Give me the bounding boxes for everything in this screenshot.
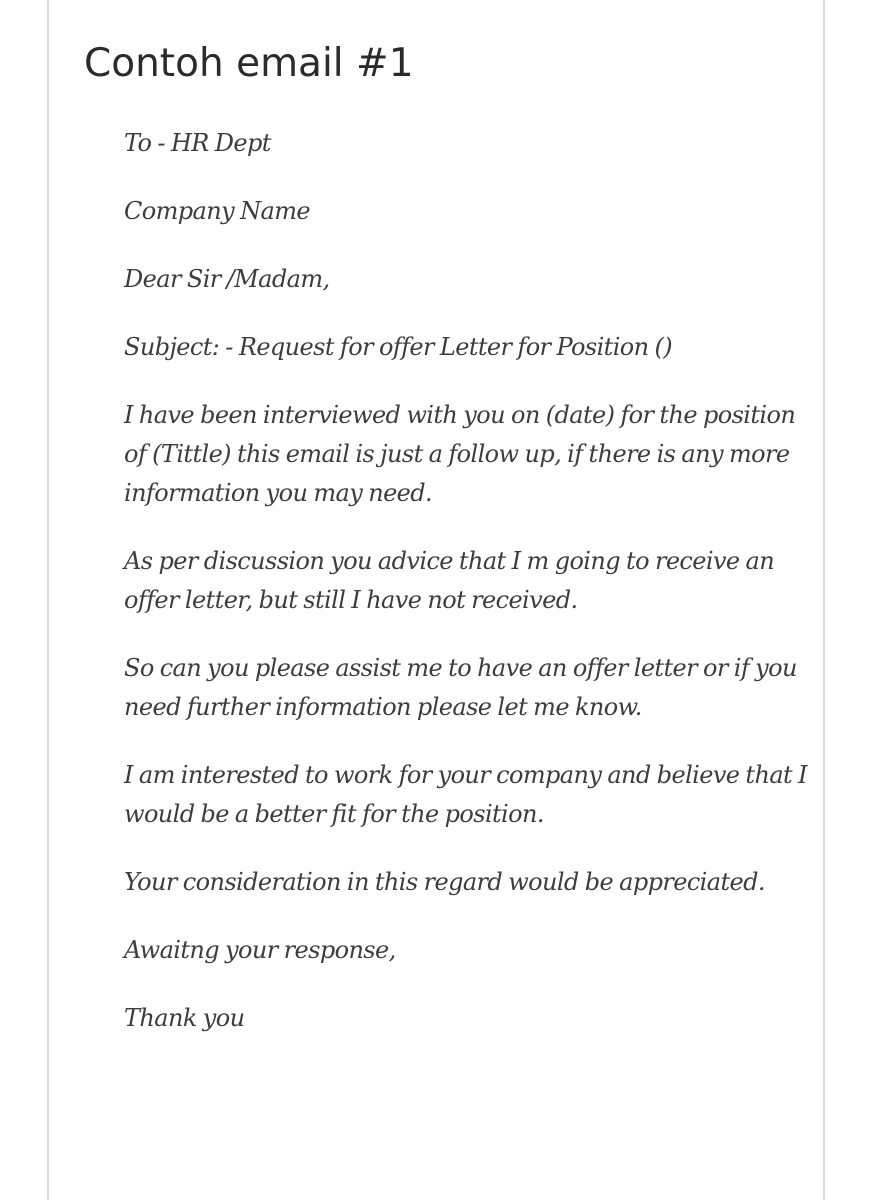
letter-paragraph-interview: I have been interviewed with you on (date) for the position of (Tittle) this email is just a follow up, if there is any more information you may need. bbox=[124, 401, 796, 507]
letter-subject: Subject: - Request for offer Letter for Position () bbox=[124, 333, 673, 361]
letter-signoff: Thank you bbox=[124, 1004, 245, 1032]
page-title: Contoh email #1 bbox=[84, 41, 414, 86]
letter-paragraph-request: So can you please assist me to have an offer letter or if you need further information please let me know. bbox=[124, 654, 797, 721]
letter-company-name: Company Name bbox=[124, 197, 310, 225]
letter-greeting: Dear Sir /Madam, bbox=[124, 265, 330, 293]
letter-recipient: To - HR Dept bbox=[124, 129, 271, 157]
letter-paragraph-interest: I am interested to work for your company and believe that I would be a better fit for the position. bbox=[124, 761, 807, 828]
email-letter-body bbox=[124, 124, 814, 1067]
letter-closing: Awaitng your response, bbox=[124, 936, 396, 964]
letter-paragraph-consideration: Your consideration in this regard would be appreciated. bbox=[124, 868, 765, 896]
letter-paragraph-discussion: As per discussion you advice that I m going to receive an offer letter, but still I have not received. bbox=[124, 547, 775, 614]
